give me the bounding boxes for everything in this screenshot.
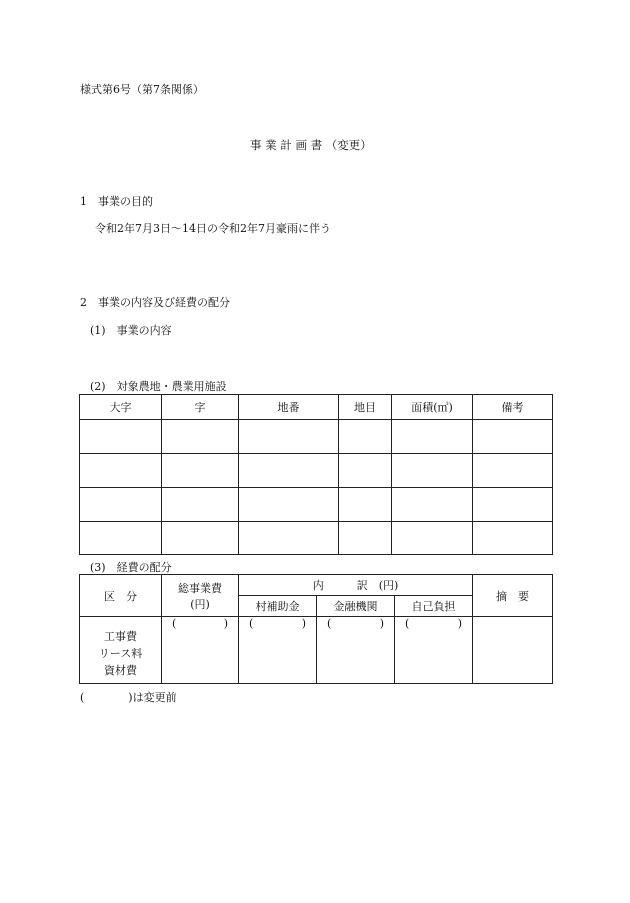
- table-row: [80, 420, 553, 454]
- finance-cell: ( ): [317, 617, 395, 684]
- cost-header-breakdown: 内 訳 (円): [239, 575, 473, 596]
- table-row: [80, 617, 553, 684]
- cost-header-village: 村補助金: [239, 596, 317, 617]
- land-table: [79, 394, 553, 555]
- form-number: 様式第6号（第7条関係）: [80, 83, 204, 96]
- section1-body: 令和2年7月3日～14日の令和2年7月豪雨に伴う: [95, 222, 331, 235]
- land-header: 面積(㎡): [392, 395, 473, 420]
- land-header: 大字: [80, 395, 162, 420]
- cost-table: [79, 574, 553, 684]
- page-title: 事 業 計 画 書 （変更）: [250, 138, 372, 152]
- section2-heading: 2 事業の内容及び経費の配分: [80, 296, 230, 309]
- cost-item: 工事費: [104, 629, 137, 643]
- cost-header-total: [162, 575, 239, 617]
- cost-header-summary: 摘 要: [473, 575, 553, 617]
- land-header: 地番: [239, 395, 339, 420]
- self-cell: ( ): [395, 617, 473, 684]
- table-row: [80, 522, 553, 555]
- section2-sub2: (2) 対象農地・農業用施設: [90, 380, 227, 393]
- footnote: ( )は変更前: [80, 691, 177, 704]
- cost-header-finance: 金融機関: [317, 596, 395, 617]
- cost-header-total-label: 総事業費: [178, 581, 222, 595]
- table-row: [80, 454, 553, 488]
- cost-header-total-unit: (円): [190, 597, 210, 611]
- cost-items-cell: [80, 617, 162, 684]
- cost-item: 資材費: [104, 663, 137, 677]
- land-header: 字: [162, 395, 239, 420]
- cost-item: リース料: [98, 646, 143, 660]
- cost-header-self: 自己負担: [395, 596, 473, 617]
- total-cell: ( ): [162, 617, 239, 684]
- table-row: [80, 488, 553, 522]
- land-header: 地目: [339, 395, 392, 420]
- cost-header-category: 区 分: [80, 575, 162, 617]
- land-header: 備考: [473, 395, 553, 420]
- section1-heading: 1 事業の目的: [80, 195, 153, 208]
- summary-cell: [473, 617, 553, 684]
- section2-sub1: (1) 事業の内容: [90, 324, 172, 337]
- village-cell: ( ): [239, 617, 317, 684]
- section2-sub3: (3) 経費の配分: [90, 561, 172, 574]
